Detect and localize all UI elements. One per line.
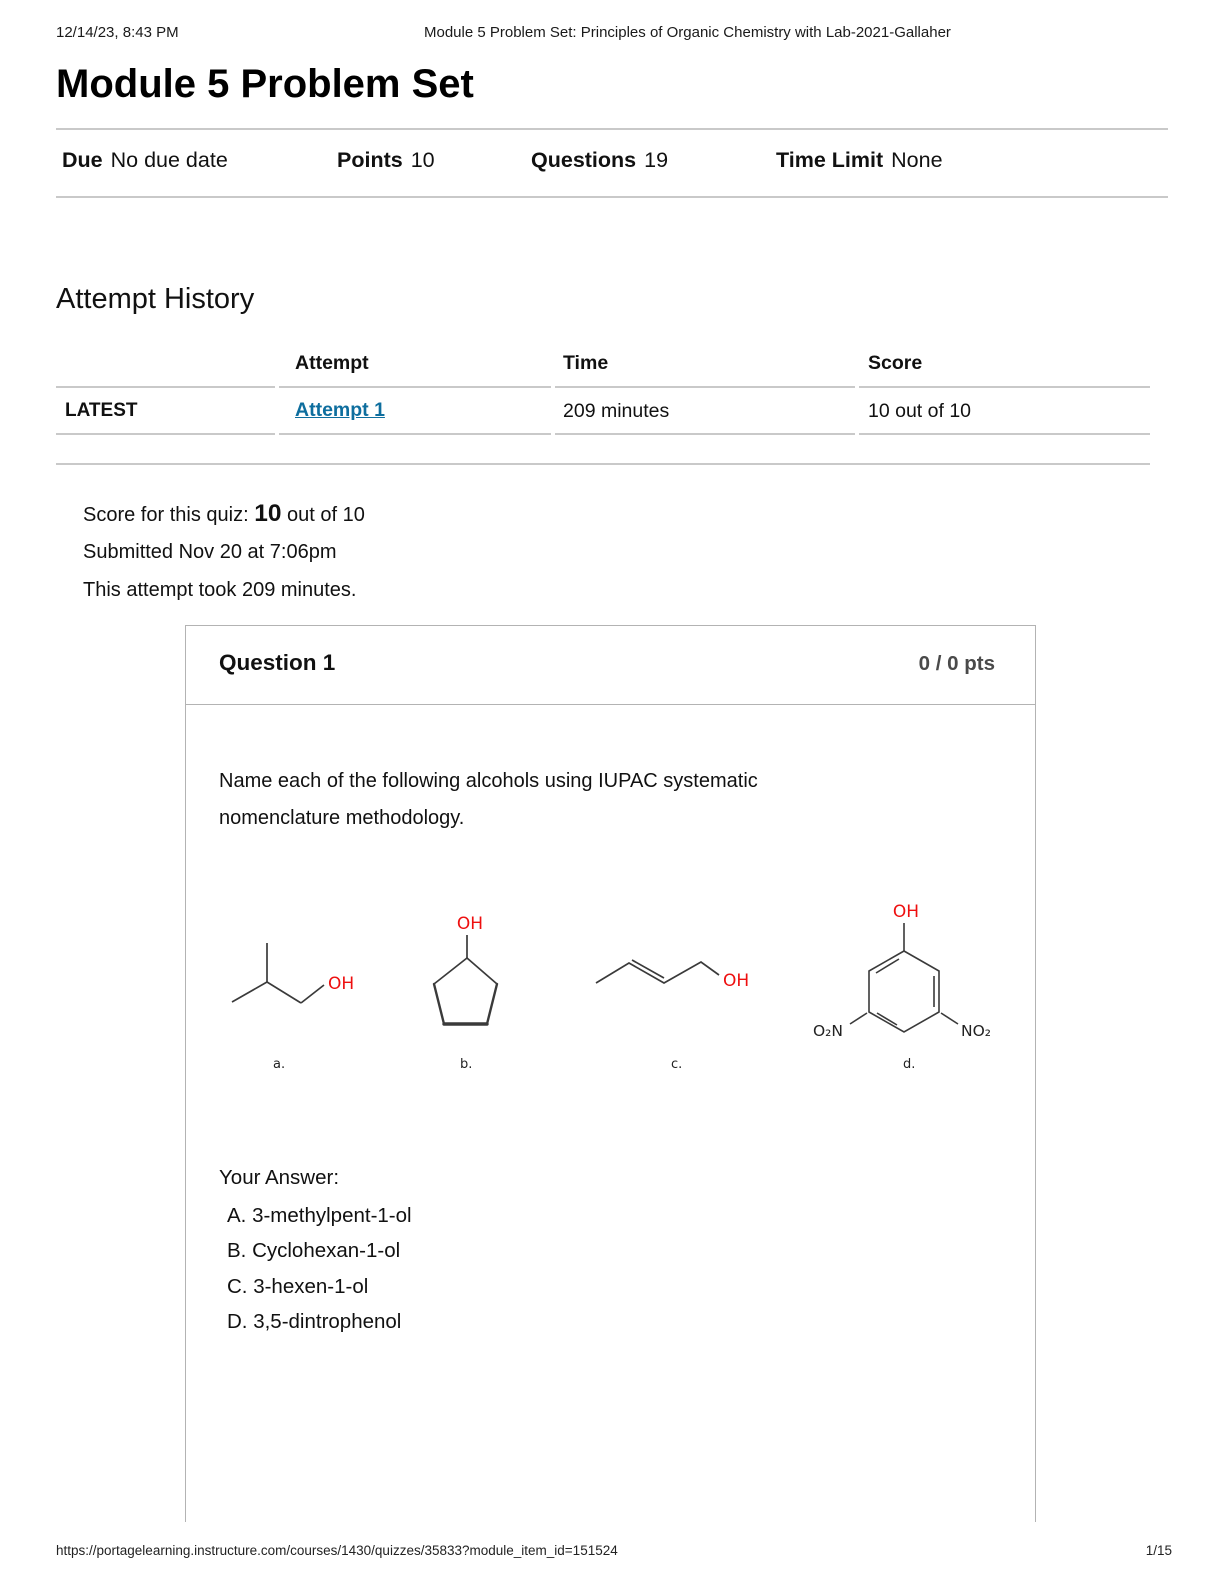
answer-b: B. Cyclohexan-1-ol xyxy=(227,1239,401,1262)
structure-a-label: a. xyxy=(273,1057,286,1072)
row-score: 10 out of 10 xyxy=(868,400,972,422)
column-header-attempt: Attempt xyxy=(295,352,369,374)
table-border xyxy=(56,386,275,388)
due-value: No due date xyxy=(110,148,228,172)
divider xyxy=(56,196,1168,198)
column-header-time: Time xyxy=(563,352,609,374)
points-value: 10 xyxy=(410,148,435,172)
answer-d: D. 3,5-dintrophenol xyxy=(227,1310,402,1333)
question-1-box xyxy=(185,625,1036,1522)
structure-c-label: c. xyxy=(671,1057,683,1072)
nitro-group-label: O₂N xyxy=(812,1022,843,1040)
due-label: Due xyxy=(62,148,103,172)
prompt-line-1: Name each of the following alcohols using IUPAC systematic xyxy=(219,770,758,792)
table-border xyxy=(555,433,855,435)
quiz-meta-due xyxy=(62,148,228,173)
score-suffix: out of 10 xyxy=(287,504,365,526)
structure-d-drawing xyxy=(789,873,1009,1063)
divider xyxy=(56,463,1150,465)
prompt-line-2: nomenclature methodology. xyxy=(219,807,465,829)
answer-a: A. 3-methylpent-1-ol xyxy=(227,1204,412,1227)
print-footer-url: https://portagelearning.instructure.com/courses/1430/quizzes/35833?module_item_id=151524 xyxy=(56,1543,618,1558)
row-status-latest: LATEST xyxy=(65,400,138,421)
hydroxyl-label: OH xyxy=(328,974,355,994)
print-footer-page-number: 1/15 xyxy=(1145,1543,1172,1558)
questions-value: 19 xyxy=(644,148,669,172)
quiz-meta-questions xyxy=(531,148,668,173)
table-border xyxy=(859,386,1150,388)
attempt-1-link[interactable]: Attempt 1 xyxy=(295,399,385,421)
quiz-meta-points xyxy=(337,148,435,173)
divider xyxy=(56,128,1168,130)
time-limit-label: Time Limit xyxy=(776,148,884,172)
question-header xyxy=(186,626,1035,705)
questions-label: Questions xyxy=(531,148,637,172)
hydroxyl-label: OH xyxy=(456,914,484,934)
score-line xyxy=(83,500,365,528)
table-border xyxy=(279,433,551,435)
column-header-score: Score xyxy=(868,352,923,374)
question-prompt xyxy=(219,763,899,837)
score-prefix: Score for this quiz: xyxy=(83,504,249,526)
hydroxyl-label: OH xyxy=(723,971,750,991)
question-title: Question 1 xyxy=(219,650,336,675)
attempt-history-heading: Attempt History xyxy=(56,283,255,315)
attempt-duration-line: This attempt took 209 minutes. xyxy=(83,579,357,601)
page-title: Module 5 Problem Set xyxy=(56,62,474,106)
quiz-meta-time-limit xyxy=(776,148,943,173)
structure-d-label: d. xyxy=(903,1057,916,1072)
time-limit-value: None xyxy=(891,148,943,172)
table-border xyxy=(279,386,551,388)
structure-c-drawing xyxy=(579,916,779,1026)
table-border xyxy=(56,433,275,435)
answer-c: C. 3-hexen-1-ol xyxy=(227,1275,369,1298)
score-value: 10 xyxy=(254,500,282,527)
table-border xyxy=(555,386,855,388)
question-points-badge: 0 / 0 pts xyxy=(918,652,995,675)
row-time: 209 minutes xyxy=(563,400,670,422)
structure-a-drawing xyxy=(216,926,386,1066)
table-border xyxy=(859,433,1150,435)
structure-b-label: b. xyxy=(460,1057,473,1072)
hydroxyl-label: OH xyxy=(892,902,920,922)
points-label: Points xyxy=(337,148,403,172)
nitro-group-label: NO₂ xyxy=(961,1022,992,1040)
submitted-line: Submitted Nov 20 at 7:06pm xyxy=(83,541,337,563)
your-answer-label: Your Answer: xyxy=(219,1166,340,1189)
print-header-title: Module 5 Problem Set: Principles of Organic Chemistry with Lab-2021-Gallaher xyxy=(424,24,951,41)
structure-b-drawing xyxy=(411,896,551,1046)
print-header-datetime: 12/14/23, 8:43 PM xyxy=(56,24,179,41)
